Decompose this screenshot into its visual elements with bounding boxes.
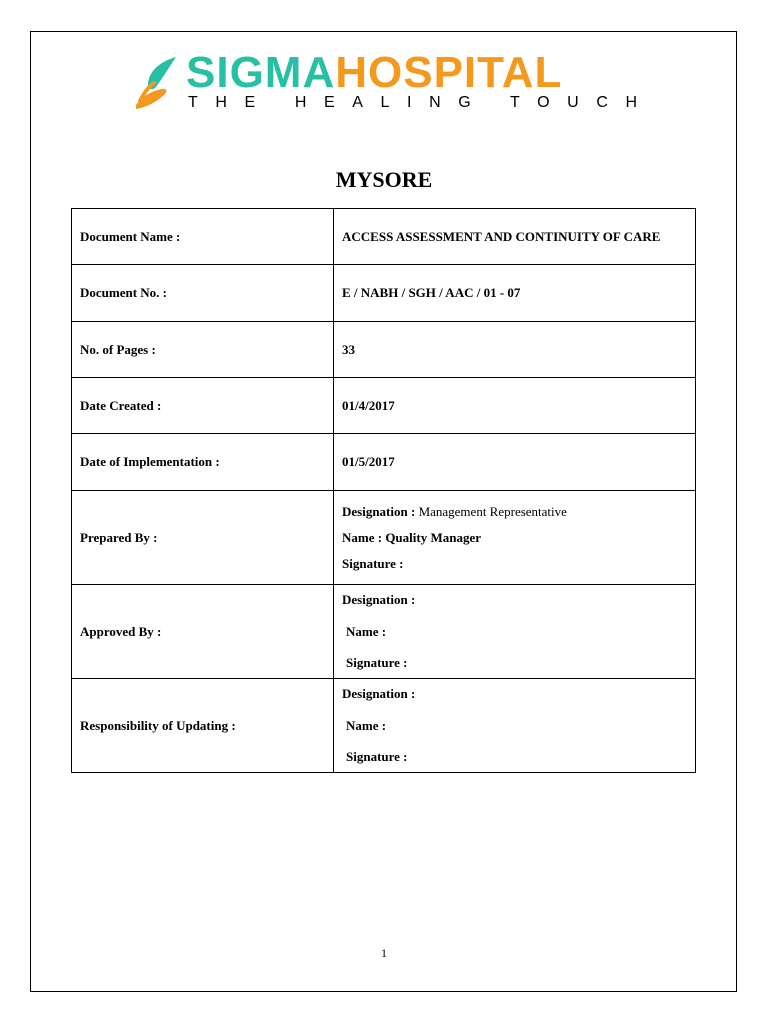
approved-name-line: Name : — [346, 624, 387, 639]
document-name-label: Document Name : — [72, 209, 334, 265]
logo-word-hospital: HOSPITAL — [335, 48, 563, 97]
page-number: 1 — [381, 946, 387, 960]
table-row — [72, 209, 696, 265]
prepared-designation-line — [342, 499, 687, 525]
location-title: MYSORE — [335, 167, 433, 192]
page-count-value: 33 — [334, 322, 696, 378]
table-row — [72, 679, 696, 773]
designation-value: Management Representative — [418, 503, 567, 519]
table-row — [72, 434, 696, 491]
approved-signature-line: Signature : — [346, 655, 408, 670]
approved-by-details — [334, 585, 696, 679]
leaf-hand-icon — [132, 55, 182, 111]
page-count-label: No. of Pages : — [72, 322, 334, 378]
implementation-date-value: 01/5/2017 — [334, 434, 696, 491]
date-created-label: Date Created : — [72, 378, 334, 434]
prepared-by-details — [334, 491, 696, 585]
document-no-label: Document No. : — [72, 265, 334, 322]
designation-label: Designation : — [342, 503, 416, 519]
date-created-value: 01/4/2017 — [334, 378, 696, 434]
responsibility-designation-line: Designation : — [342, 686, 416, 701]
table-row — [72, 378, 696, 434]
approved-by-label: Approved By : — [72, 585, 334, 679]
hospital-logo — [132, 48, 655, 115]
responsibility-label: Responsibility of Updating : — [72, 679, 334, 773]
document-no-value: E / NABH / SGH / AAC / 01 - 07 — [334, 265, 696, 322]
implementation-date-label: Date of Implementation : — [72, 434, 334, 491]
prepared-name-line: Name : Quality Manager — [342, 529, 482, 545]
responsibility-details — [334, 679, 696, 773]
approved-designation-line: Designation : — [342, 592, 416, 607]
table-row — [72, 322, 696, 378]
table-row — [72, 491, 696, 585]
responsibility-signature-line: Signature : — [346, 749, 408, 764]
table-row — [72, 265, 696, 322]
responsibility-name-line: Name : — [346, 718, 387, 733]
prepared-signature-line: Signature : — [342, 555, 404, 571]
document-name-value: ACCESS ASSESSMENT AND CONTINUITY OF CARE — [334, 209, 696, 265]
table-row — [72, 585, 696, 679]
logo-word-sigma: SIGMA — [186, 48, 336, 97]
document-info-table — [71, 208, 696, 773]
prepared-by-label: Prepared By : — [72, 491, 334, 585]
logo-tagline: THE HEALING TOUCH — [188, 94, 655, 111]
logo-wordmark — [186, 48, 563, 97]
